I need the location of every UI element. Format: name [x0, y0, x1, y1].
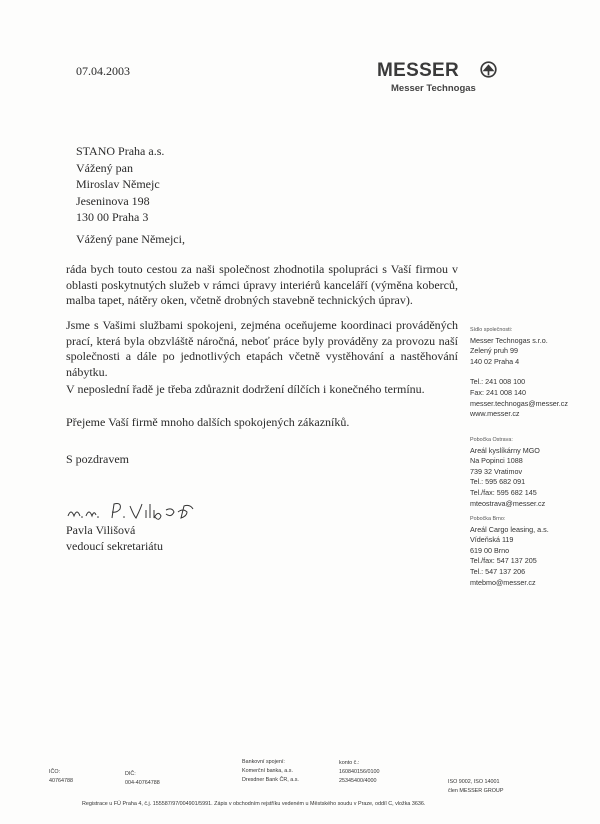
footer-label: konto č.: [339, 760, 360, 766]
footer-konto [339, 759, 379, 786]
sidebar-line: Tel.: 595 682 091 [470, 477, 526, 487]
sidebar-seat [470, 325, 568, 420]
sidebar-brno [470, 514, 549, 588]
footer-label: Bankovní spojení: [242, 759, 285, 765]
footer-value: ISO 9002, ISO 14001 [448, 779, 500, 785]
sidebar-line: 739 32 Vratimov [470, 466, 523, 476]
footer-value: Komerční banka, a.s. [242, 768, 293, 774]
recipient-line: Miroslav Němejc [76, 177, 160, 191]
sidebar-heading: Sídlo společnosti: [470, 327, 513, 333]
paragraph: ráda bych touto cestou za naši společnost zhodnotila spolupráci s Vaší firmou v oblasti poskytnutých služeb v rámci úpravy interiérů kanceláří (výměna koberců, malba tapet, nátěry oken, včetně drobných stavebně technických úprav). [66, 262, 458, 307]
sidebar-line: Vídeňská 119 [470, 535, 514, 545]
footer-label: DIČ: [125, 771, 136, 777]
signatory [66, 523, 163, 554]
sidebar-ostrava [470, 435, 545, 509]
footer-dic [125, 770, 160, 788]
footer-bank [242, 758, 299, 785]
sidebar-heading: Pobočka Brno: [470, 516, 506, 522]
sidebar-line: Zelený pruh 99 [470, 346, 518, 356]
company-logo [377, 60, 499, 94]
signatory-name: Pavla Vilišová [66, 523, 136, 537]
paragraph: Jsme s Vašimi službami spokojeni, zejména oceňujeme koordinaci prováděných prací, která byla obzvláště náročná, neboť práce byly prováděny za provozu naší společnosti a dále po jednotlivých etapách včetně vystěhování a nastěhování nábytku. [66, 318, 458, 379]
footer-value: 160840156/0100 [339, 769, 380, 775]
logo-wordmark: MESSER [377, 60, 460, 81]
paragraph: V neposlední řadě je třeba zdůraznit dodržení dílčích i konečného termínu. [66, 382, 425, 396]
footer-value: člen MESSER GROUP [448, 788, 504, 794]
logo-subtitle: Messer Technogas [391, 83, 476, 94]
sidebar-line: Fax: 241 008 140 [470, 387, 526, 397]
sidebar-line: Tel.: 241 008 100 [470, 377, 526, 387]
recipient-line: Vážený pan [76, 160, 133, 175]
footer-label: IČO: [49, 769, 61, 775]
sidebar-line: Na Popinci 1088 [470, 456, 523, 466]
footer-iso [448, 778, 503, 796]
sidebar-line: Tel.: 547 137 206 [470, 566, 526, 576]
footer-ico [49, 768, 73, 786]
footer-value: 40764788 [49, 778, 73, 784]
sidebar-line: 140 02 Praha 4 [470, 356, 520, 366]
footer-value: 25345400/4000 [339, 778, 377, 784]
footer-value: 004-40764788 [125, 780, 160, 786]
recipient-address [76, 143, 164, 226]
sidebar-line: Areál kyslíkárny MGO [470, 445, 540, 455]
sidebar-line: www.messer.cz [470, 409, 520, 419]
footer-value: Dresdner Bank ČR, a.s. [242, 777, 299, 783]
recipient-line: Jeseninova 198 [76, 193, 150, 208]
closing: S pozdravem [66, 452, 129, 466]
messer-logo-icon [480, 61, 497, 78]
sidebar-line: mteostrava@messer.cz [470, 498, 546, 508]
handwritten-signature [66, 496, 206, 524]
sidebar-spacer [470, 367, 568, 377]
recipient-line: 130 00 Praha 3 [76, 210, 149, 224]
sidebar-heading: Pobočka Ostrava: [470, 437, 513, 443]
footer-registration: Registrace u FÚ Praha 4, č.j. 155587/97/004901/5991. Zápis v obchodním rejstříku vedeném u Městského soudu v Praze, oddíl C, vložka 3636. [82, 801, 426, 807]
paragraph: Přejeme Vaší firmě mnoho dalších spokojených zákazníků. [66, 415, 350, 429]
letter-date: 07.04.2003 [76, 64, 130, 78]
sidebar-line: 619 00 Brno [470, 545, 510, 555]
sidebar-line: Tel./fax: 547 137 205 [470, 556, 537, 566]
sidebar-line: messer.technogas@messer.cz [470, 398, 568, 408]
sidebar-line: Messer Technogas s.r.o. [470, 335, 548, 345]
sidebar-line: Areál Cargo leasing, a.s. [470, 524, 549, 534]
salutation: Vážený pane Němejci, [76, 232, 185, 246]
sidebar-line: mtebmo@messer.cz [470, 577, 536, 587]
recipient-line: STANO Praha a.s. [76, 144, 165, 158]
signatory-title: vedoucí sekretariátu [66, 538, 163, 553]
sidebar-line: Tel./fax: 595 682 145 [470, 487, 537, 497]
